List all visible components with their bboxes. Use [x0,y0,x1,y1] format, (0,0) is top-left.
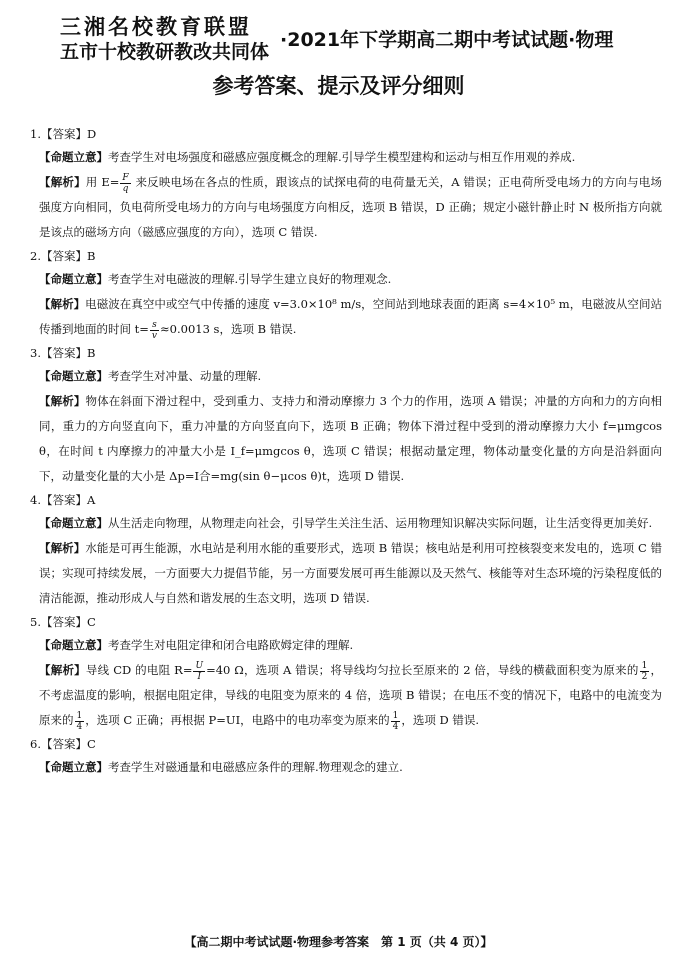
question-4 [30,489,662,611]
intent-text: 考查学生对电阻定律和闭合电路欧姆定律的理解. [108,638,354,652]
analysis-text-a: 导线 CD 的电阻 R= [85,663,193,677]
answer-line: 5.【答案】C [30,615,96,629]
fraction-numerator: F [122,172,129,183]
intent-tag: 【命题立意】 [39,638,108,652]
fraction-denominator: q [122,183,129,194]
intent-tag: 【命题立意】 [39,516,108,530]
analysis-tag: 【解析】 [39,541,86,555]
intent-text: 考查学生对电磁波的理解.引导学生建立良好的物理观念. [108,272,392,286]
fraction-denominator: v [151,330,158,341]
fraction-s-over-v [150,320,159,341]
analysis-tag: 【解析】 [39,297,86,311]
fraction-denominator: 2 [641,671,648,682]
analysis-text: 水能是可再生能源，水电站是利用水能的重要形式，选项 B 错误；核电站是利用可控核裂变来发电的，选项 C 错误；实现可持续发展，一方面要大力提倡节能，另一方面要发展可再生能源以及天然气、核能等对生态环境的污染程度低的清洁能源，推动形成人与自然和谐发展的生态文明，选项 D 错误. [39,541,662,605]
intent-tag: 【命题立意】 [39,150,108,164]
fraction-f-over-q [120,173,130,194]
intent-text: 考查学生对电场强度和磁感应强度概念的理解.引导学生模型建构和运动与相互作用观的养成. [108,150,576,164]
analysis-tag: 【解析】 [39,663,86,677]
intent-text: 考查学生对磁通量和电磁感应条件的理解.物理观念的建立. [108,760,403,774]
organization-block [60,14,280,64]
fraction-numerator: 1 [641,660,648,671]
analysis-tag: 【解析】 [39,175,86,189]
answer-line: 6.【答案】C [30,737,96,751]
intent-paragraph [30,633,662,658]
question-5 [30,611,662,733]
question-2 [30,245,662,342]
intent-paragraph [30,364,662,389]
answer-line: 3.【答案】B [30,346,96,360]
analysis-paragraph [30,389,662,489]
fraction-numerator: U [195,660,204,671]
analysis-text-b: =40 Ω，选项 A 错误；将导线均匀拉长至原来的 2 倍，导线的横截面积变为原来的 [206,663,639,677]
answer-line: 1.【答案】D [30,127,97,141]
question-1 [30,123,662,245]
fraction-numerator: s [150,320,159,331]
question-3 [30,342,662,489]
analysis-text-b: ≈0.0013 s，选项 B 错误. [160,322,297,336]
answers-content [30,123,662,780]
intent-paragraph [30,267,662,292]
fraction-half [640,661,650,682]
answer-line: 4.【答案】A [30,493,96,507]
intent-tag: 【命题立意】 [39,272,108,286]
analysis-text-a: 电磁波在真空中或空气中传播的速度 v=3.0×10⁸ m/s，空间站到地球表面的距离 s=4×10⁵ m，电磁波从空间站传播到地面的时间 t= [39,297,662,336]
analysis-text-e: ，选项 D 错误. [401,713,480,727]
intent-paragraph [30,145,662,170]
fraction-numerator: 1 [392,710,399,721]
intent-paragraph [30,755,662,780]
analysis-text-b: 来反映电场在各点的性质，跟该点的试探电荷的电荷量无关，A 错误；正电荷所受电场力的方向与电场强度方向相同，负电荷所受电场力的方向与电场强度方向相反，选项 B 错误，D 正确；规定小磁针静止时 N 极所指方向就是该点的磁场方向（磁感应强度的方向），选项 C 错误. [39,175,662,239]
page-subtitle: 参考答案、提示及评分细则 [212,74,465,98]
fraction-quarter [75,711,85,732]
analysis-paragraph [30,658,662,733]
intent-tag: 【命题立意】 [39,760,108,774]
analysis-paragraph [30,170,662,245]
analysis-text-c: ，不考虑温度的影响，根据电阻定律，导线的电阻变为原来的 4 倍，选项 B 错误；在电压不变的情况下，电路中的电流变为原来的 [39,663,663,727]
fraction-quarter [391,711,401,732]
question-6 [30,733,662,780]
intent-text: 考查学生对冲量、动量的理解. [108,369,262,383]
fraction-denominator: 4 [76,721,83,732]
fraction-denominator: 4 [392,721,399,732]
analysis-paragraph [30,536,662,611]
analysis-tag: 【解析】 [39,394,86,408]
intent-text: 从生活走向物理，从物理走向社会，引导学生关注生活、运用物理知识解决实际问题，让生活变得更加美好. [108,516,653,530]
org-name-line1: 三湘名校教育联盟 [60,15,252,39]
intent-paragraph [30,511,662,536]
org-name-line2: 五市十校教研教改共同体 [60,41,270,63]
intent-tag: 【命题立意】 [39,369,108,383]
answer-line: 2.【答案】B [30,249,96,263]
page-footer: 【高二期中考试试题·物理参考答案 第 1 页（共 4 页）】 [184,935,493,949]
exam-title: ·2021年下学期高二期中考试试题·物理 [280,29,614,51]
fraction-numerator: 1 [76,710,83,721]
analysis-text: 物体在斜面下滑过程中，受到重力、支持力和滑动摩擦力 3 个力的作用，选项 A 错误；冲量的方向和力的方向相同，重力的方向竖直向下，重力冲量的方向竖直向下，选项 B 正确；物体下滑过程中受到的滑动摩擦力大小 f=μmgcos θ，在时间 t 内摩擦力的冲量大小是 I_f=μmgcos θ，选项 C 错误；根据动量定理，物体动量变化量的方向是沿斜面向下，动量变化量的大小是 Δp=I合=mg(sin θ−μcos θ)t，选项 D 错误. [39,394,662,483]
analysis-text-a: 用 E= [85,175,120,189]
fraction-u-over-i [193,661,205,682]
analysis-paragraph [30,292,662,342]
analysis-text-d: ，选项 C 正确；再根据 P=UI，电路中的电功率变为原来的 [85,713,390,727]
fraction-denominator: I [197,671,202,682]
